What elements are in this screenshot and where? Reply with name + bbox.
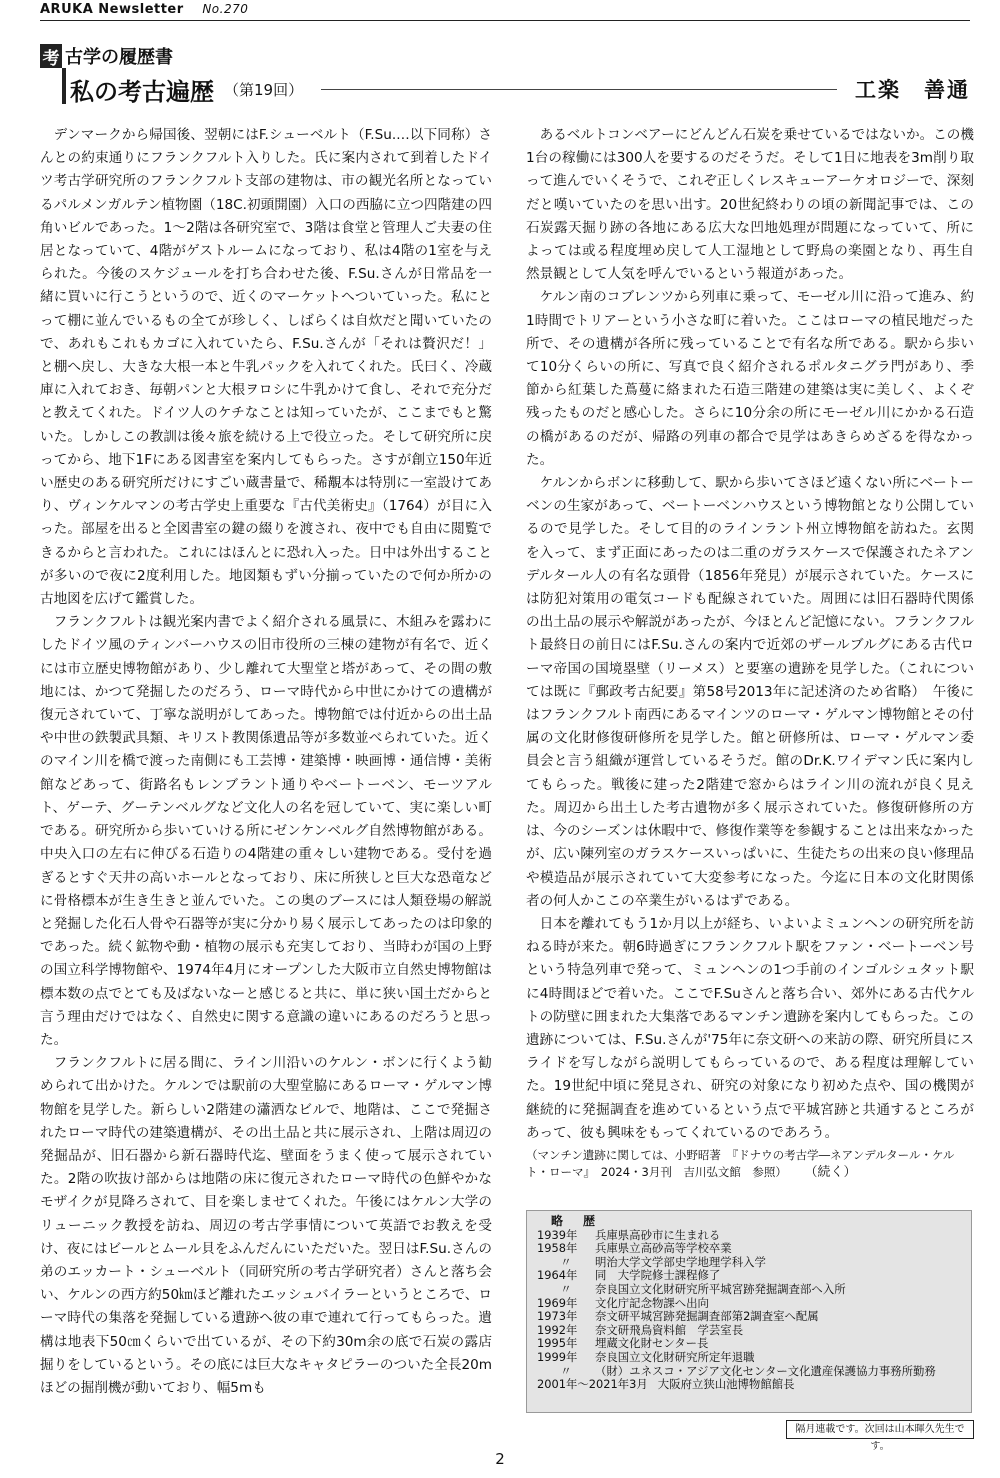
career-row — [537, 1269, 961, 1283]
career-text: 埋蔵文化財センター長 — [595, 1336, 709, 1351]
career-row — [537, 1324, 961, 1338]
body-paragraph: フランクフルトは観光案内書でよく紹介される風景に、木組みを露わにしたドイツ風のティンバーハウスの旧市役所の三棟の建物が有名で、近くには市立歴史博物館があり、少し離れて大聖堂と塔があって、その間の敷地には、かつて発掘したのだろう、ローマ時代から中世にかけての遺構が復元されていて、丁寧な説明がしてあった。博物館では付近からの出土品や中世の鉄製武具類、キリスト教関係遺品等が多数並べられていた。近くのマイン川を橋で渡った南側にも工芸博・建築博・映画博・通信博・美術館などあって、街路名もレンブラント通りやベートーベン、モーツアルト、ゲーテ、グーテンベルグなど文化人の名を冠していて、実に楽しい町である。研究所から歩いていける所にゼンケンベルグ自然博物館がある。中央入口の左右に伸びる石造りの4階建の重々しい建物である。受付を過ぎるとすぐ天井の高いホールとなっており、床に所狭しと巨大な恐竜などに骨格標本が生き生きと並んでいた。この奥のブースには人類登場の解説と発掘した化石人骨や石器等が実に分かり易く展示してあったのは印象的であった。続く鉱物や動・植物の展示も充実しており、当時わが国の上野の国立科学博物館や、1974年4月にオープンした大阪市立自然史博物館は標本数の点でとても及ばないなーと感じると共に、単に狭い国土だからと言う理由だけではなく、自然史に関する意識の違いにあるのだろうと思った。 — [40, 614, 492, 1048]
career-text: 奈文研平城宮跡発掘調査部第2調査室へ配属 — [595, 1309, 819, 1324]
series-notice: 隔月連載です。次回は山本暉久先生です。 — [786, 1420, 974, 1439]
career-year: 1973年 — [537, 1309, 578, 1324]
career-row — [537, 1310, 961, 1324]
career-box — [526, 1210, 972, 1413]
career-row — [537, 1351, 961, 1365]
career-row — [537, 1283, 961, 1297]
career-year: 1964年 — [537, 1268, 578, 1283]
reference-text: （マンチン遺跡に関しては、小野昭著 『ドナウの考古学―ネアンデルタール・ケルト・ローマ』 2024・3月刊 吉川弘文館 参照） — [526, 1147, 955, 1179]
career-text: 文化庁記念物課へ出向 — [595, 1295, 709, 1310]
career-year: 〃 — [560, 1254, 572, 1269]
career-text: 明治大学文学部史学地理学科入学 — [595, 1254, 766, 1269]
title-divider — [321, 89, 837, 90]
article-header — [62, 74, 970, 104]
career-text: 大阪府立狭山池博物館館長 — [657, 1377, 795, 1392]
left-column — [40, 124, 492, 1400]
career-row — [537, 1378, 961, 1392]
career-row — [537, 1297, 961, 1311]
career-text: 兵庫県高砂市に生まれる — [595, 1227, 721, 1242]
series-heading — [40, 44, 173, 68]
career-year: 1999年 — [537, 1349, 578, 1364]
career-row — [537, 1242, 961, 1256]
newsletter-name: ARUKA Newsletter — [40, 2, 184, 17]
career-text: （財）ユネスコ・アジア文化センター文化遺産保護協力事務所勤務 — [595, 1363, 936, 1378]
article-author: 工楽 善通 — [855, 78, 970, 102]
right-column — [526, 124, 974, 1181]
body-paragraph: デンマークから帰国後、翌朝にはF.シューベルト（F.Su.…以下同称）さんとの約束通りにフランクフルト入りした。氏に案内されて到着したドイツ考古学研究所のフランクフルト支部の建物は、市の観光名所となっているパルメンガルテン植物園（18C.初頭開園）入口の西脇に立つ四階建の四角いビルであった。1～2階は各研究室で、3階は食堂と管理人ご夫妻の住居となっていて、4階がゲストルームになっており、私は4階の1室を与えられた。今後のスケジュールを打ち合わせた後、F.Su.さんが日常品を一緒に買いに行こうというので、近くのマーケットへついていった。私にとって棚に並んでいるもの全てが珍しく、しばらくは自炊だと聞いていたので、あれもこれもカゴに入れていたら、F.Su.さんが「それは贅沢だ！」と棚へ戻し、大きな大根一本と牛乳パックを入れてくれた。氏曰く、冷蔵庫に入れておき、毎朝パンと大根ヲロシに牛乳かけて食し、それで充分だと教えてくれた。ドイツ人のケチなことは知っていたが、ここまでもと驚いた。しかしこの教訓は後々旅を続ける上で役立った。そして研究所に戻ってから、地下1Fにある図書室を案内してもらった。さすが創立150年近い歴史のある研究所だけにすごい蔵書量で、稀覯本は特別に一室設けてあり、ヴィンケルマンの考古学史上重要な『古代美術史』（1764）が目に入った。部屋を出ると全図書室の鍵の綴りを渡され、夜中でも自由に閲覧できるからと言われた。これにはほんとに恐れ入った。日中は外出することが多いので夜に2度利用した。地図類もずい分揃っていたので何か所かの古地図を広げて鑑賞した。 — [40, 127, 492, 608]
career-year: 〃 — [560, 1281, 572, 1296]
career-row — [537, 1229, 961, 1243]
body-paragraph: フランクフルトに居る間に、ライン川沿いのケルン・ボンに行くよう勧められて出かけた。ケルンでは駅前の大聖堂脇にあるローマ・ゲルマン博物館を見学した。新らしい2階建の瀟洒なビルで、地階は、ここで発掘されたローマ時代の建築遺構が、その出土品と共に展示され、上階は周辺の発掘品が、旧石器から新石器時代迄、壁面をうまく使って展示されていた。2階の吹抜け部からは地階の床に復元されたローマ時代の色鮮やかなモザイクが見降ろされて、目を楽しませてくれた。午後にはケルン大学のリューニック教授を訪ね、周辺の考古学事情について英語でお教えを受け、夜にはビールとムール貝をふんだんにいただいた。翌日はF.Su.さんの弟のエッカート・シューベルト（同研究所の考古学研究者）さんと落ち会い、ケルンの西方約50㎞ほど離れたエッシュバイラーというところで、ローマ時代の集落を発掘している遺跡へ彼の車で連れて行ってもらった。遺構は地表下50㎝くらいで出ているが、その下約30m余の底で石炭の露店掘りをしているという。その底には巨大なキャタピラーのついた全長20mほどの掘削機が動いており、幅5mも — [40, 1055, 492, 1396]
newsletter-masthead — [40, 2, 970, 21]
career-year: 1969年 — [537, 1295, 578, 1310]
career-heading: 略 歴 — [551, 1214, 600, 1228]
career-year: 2001年～2021年3月 — [537, 1377, 648, 1392]
body-paragraph: ケルン南のコブレンツから列車に乗って、モーゼル川に沿って進み、約1時間でトリアーという小さな町に着いた。ここはローマの植民地だった所で、その遺構が各所に残っていることで有名な所である。駅から歩いて10分くらいの所に、写真で良く紹介されるポルタニグラ門があり、季節から紅葉した蔦蔓に絡まれた石造三階建の建築は実に美しく、よくぞ残ったものだと感心した。さらに10分余の所にモーゼル川にかかる石造の橋があるのだが、帰路の列車の都合で見学はあきらめざるを得なかった。 — [526, 289, 974, 468]
issue-number: No.270 — [202, 2, 249, 16]
career-year: 1992年 — [537, 1322, 578, 1337]
career-text: 同 大学院修士課程修了 — [595, 1268, 721, 1283]
article-title: 私の考古遍歴 — [70, 77, 214, 106]
body-paragraph: ケルンからボンに移動して、駅から歩いてさほど遠くない所にベートーベンの生家があって、ベートーベンハウスという博物館となり公開しているので見学した。そして目的のラインラント州立博物館を訪ねた。玄関を入って、まず正面にあったのは二重のガラスケースで保護されたネアンデルタール人の有名な頭骨（1856年発見）が展示されていた。ケースには防犯対策用の電気コードも配線されていた。周囲には旧石器時代関係の出土品の展示や解説があったが、今ほとんど記憶にない。フランクフルト最終日の前日にはF.Su.さんの案内で近郊のザールブルグにある古代ローマ帝国の国境塁壁（リーメス）と要塞の遺跡を見学した。（これについては既に『郵政考古紀要』第58号2013年に記述済のため省略） 午後にはフランクフルト南西にあるマインツのローマ・ゲルマン博物館とその付属の文化財修復研修所を見学した。館と研修所は、ローマ・ゲルマン委員会と言う組織が運営しているそうだ。館のDr.K.ワイデマン氏に案内してもらった。戦後に建った2階建で窓からはライン川の流れが良く見えた。周辺から出土した考古遺物が多く展示されていた。修復研修所の方は、今のシーズンは休暇中で、修復作業等を参観することは出来なかったが、広い陳列室のガラスケースいっぱいに、生徒たちの出来の良い修理品や模造品が展示されていて大変参考になった。今迄に日本の文化財関係者の何人かここの卒業生がいるはずである。 — [526, 475, 974, 909]
career-text: 奈良国立文化財研究所定年退職 — [595, 1349, 755, 1364]
career-row — [537, 1365, 961, 1379]
body-paragraph: 日本を離れてもう1か月以上が経ち、いよいよミュンヘンの研究所を訪ねる時が来た。朝6時過ぎにフランクフルト駅をファン・ベートーベン号という特急列車で発って、ミュンヘンの1つ手前のインゴルシュタット駅に4時間ほどで着いた。ここでF.Suさんと落ち合い、郊外にある古代ケルトの防壁に囲まれた大集落であるマンチン遺跡を案内してもらった。この遺跡については、F.Su.さんが'75年に奈文研への来訪の際、研究所員にスライドを写しながら説明してもらっているので、ある程度は理解していた。19世紀中頃に発見され、研究の対象になり初めた点や、国の機関が継続的に発掘調査を進めているという点で平城宮跡と共通するところがあって、彼も興味をもってくれているのであろう。 — [526, 915, 974, 1141]
body-paragraph: あるベルトコンベアーにどんどん石炭を乗せているではないか。この機1台の稼働には300人を要するのだそうだ。そして1日に地表を3m削り取って進んでいくそうで、これぞ正しくレスキューアーケオロジーで、深刻だと嘆いていたのを思い出す。20世紀終わりの頃の新聞記事では、この石炭露天掘り跡の各地にある広大な凹地処理が問題になっていて、所によっては或る程度埋め戻して人工湿地として野鳥の楽園となり、再生自然景観として人気を呼んでいるという報道があった。 — [526, 127, 974, 283]
reference-note — [526, 1147, 974, 1181]
series-badge: 考 — [40, 44, 62, 68]
career-year: 1939年 — [537, 1227, 578, 1242]
career-year: 1958年 — [537, 1241, 578, 1256]
career-row — [537, 1256, 961, 1270]
career-row — [537, 1337, 961, 1351]
career-text: 奈文研飛鳥資料館 学芸室長 — [595, 1322, 744, 1337]
continued-mark: （続く） — [804, 1164, 857, 1180]
career-text: 奈良国立文化財研究所平城宮跡発掘調査部へ入所 — [595, 1281, 846, 1296]
career-text: 兵庫県立高砂高等学校卒業 — [595, 1241, 732, 1256]
page-number: 2 — [495, 1450, 505, 1468]
article-subtitle: （第19回） — [224, 80, 304, 99]
career-year: 〃 — [560, 1363, 572, 1378]
series-label: 古学の履歴書 — [65, 47, 173, 68]
career-year: 1995年 — [537, 1336, 578, 1351]
